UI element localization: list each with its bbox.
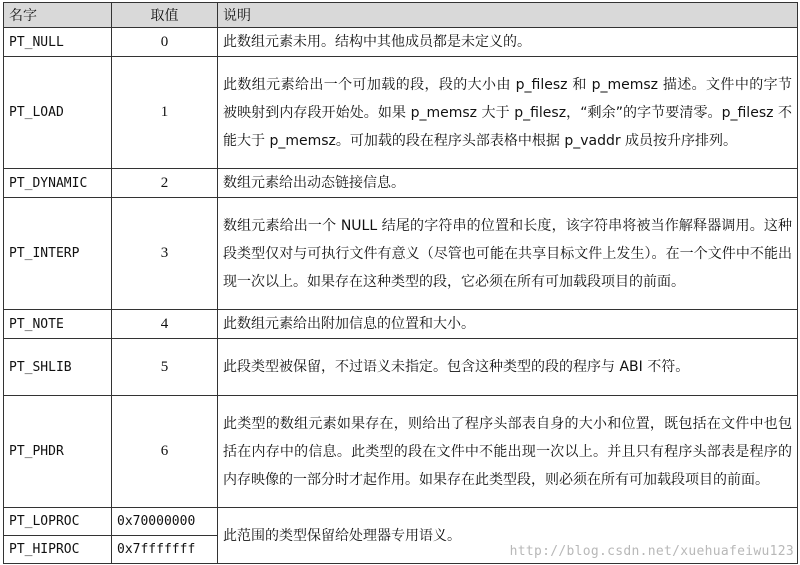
- table-row: [4, 508, 798, 536]
- type-description: 此数组元素未用。结构中其他成员都是未定义的。: [218, 28, 798, 57]
- type-value: 3: [112, 198, 218, 310]
- type-name: PT_SHLIB: [4, 339, 112, 396]
- table-row: [4, 57, 798, 169]
- type-name: PT_PHDR: [4, 396, 112, 508]
- type-value: 0x70000000: [112, 508, 218, 536]
- type-value: 6: [112, 396, 218, 508]
- type-name: PT_NULL: [4, 28, 112, 57]
- type-description: 数组元素给出动态链接信息。: [218, 169, 798, 198]
- type-value: 1: [112, 57, 218, 169]
- header-value: 取值: [112, 3, 218, 28]
- header-name: 名字: [4, 3, 112, 28]
- table-row: [4, 396, 798, 508]
- type-description: 此数组元素给出附加信息的位置和大小。: [218, 310, 798, 339]
- table-row: [4, 169, 798, 198]
- type-name: PT_INTERP: [4, 198, 112, 310]
- table-row: [4, 198, 798, 310]
- program-header-type-table: [3, 2, 798, 564]
- table-row: [4, 339, 798, 396]
- type-description: 此数组元素给出一个可加载的段，段的大小由 p_filesz 和 p_memsz 描述。文件中的字节被映射到内存段开始处。如果 p_memsz 大于 p_filesz，“剩余”的字节要清零。p_filesz 不能大于 p_memsz。可加载的段在程序头部表格中根据 p_vaddr 成员按升序排列。: [218, 57, 798, 169]
- type-value: 5: [112, 339, 218, 396]
- header-description: 说明: [218, 3, 798, 28]
- table-header-row: [4, 3, 798, 28]
- type-name: PT_NOTE: [4, 310, 112, 339]
- type-description: 此范围的类型保留给处理器专用语义。: [218, 508, 798, 564]
- watermark-url: http://blog.csdn.net/xuehuafeiwu123: [509, 544, 794, 559]
- type-value: 4: [112, 310, 218, 339]
- type-name: PT_LOPROC: [4, 508, 112, 536]
- type-value: 2: [112, 169, 218, 198]
- type-name: PT_HIPROC: [4, 536, 112, 564]
- table-row: [4, 310, 798, 339]
- table-row: [4, 28, 798, 57]
- type-name: PT_DYNAMIC: [4, 169, 112, 198]
- type-value: 0x7fffffff: [112, 536, 218, 564]
- type-description: 此段类型被保留，不过语义未指定。包含这种类型的段的程序与 ABI 不符。: [218, 339, 798, 396]
- type-description: 数组元素给出一个 NULL 结尾的字符串的位置和长度，该字符串将被当作解释器调用。这种段类型仅对与可执行文件有意义（尽管也可能在共享目标文件上发生）。在一个文件中不能出现一次以上。如果存在这种类型的段，它必须在所有可加载段项目的前面。: [218, 198, 798, 310]
- type-name: PT_LOAD: [4, 57, 112, 169]
- type-description: 此类型的数组元素如果存在，则给出了程序头部表自身的大小和位置，既包括在文件中也包括在内存中的信息。此类型的段在文件中不能出现一次以上。并且只有程序头部表是程序的内存映像的一部分时才起作用。如果存在此类型段，则必须在所有可加载段项目的前面。: [218, 396, 798, 508]
- type-value: 0: [112, 28, 218, 57]
